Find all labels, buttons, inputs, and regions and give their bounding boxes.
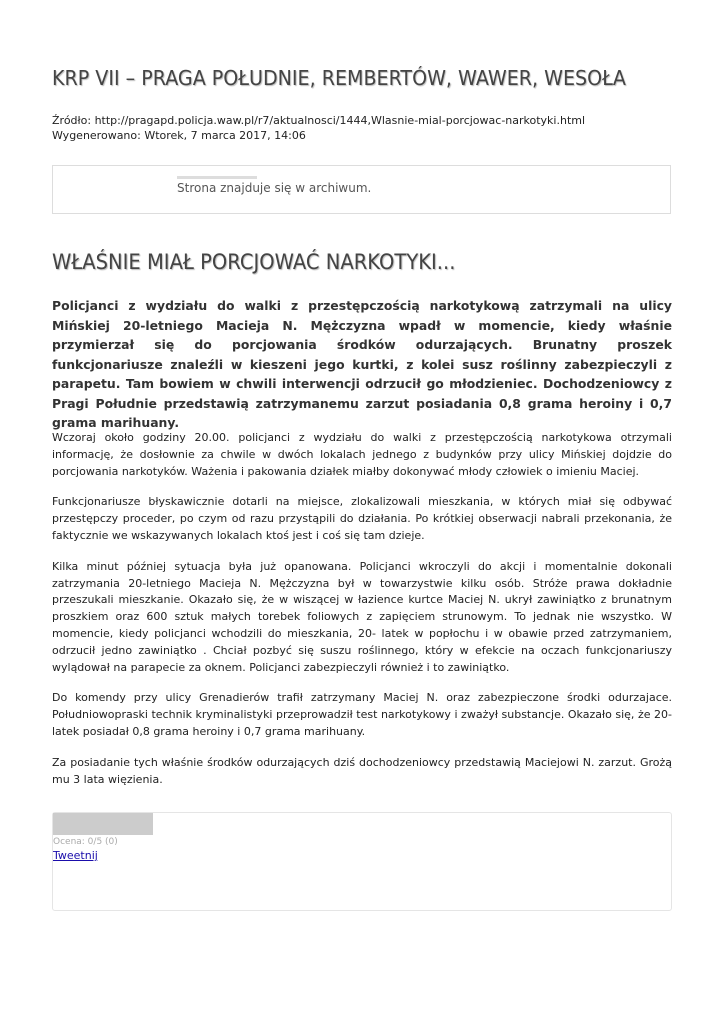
- archive-notice-box: [52, 165, 671, 214]
- article-lead: Policjanci z wydziału do walki z przestępczością narkotykową zatrzymali na ulicy Mińskiej 20-letniego Macieja N. Mężczyzna wpadł w momencie, kiedy właśnie przymierzał się do porcjowania środków odurzających. Brunatny proszek funkcjonariusze znaleźli w kieszeni jego kurtki, z kolei susz roślinny zabezpieczyli z parapetu. Tam bowiem w chwili interwencji odrzucił go młodzieniec. Dochodzeniowcy z Pragi Południe przedstawią zatrzymanemu zarzut posiadania 0,8 grama heroiny i 0,7 grama marihuany.: [52, 298, 672, 430]
- tweet-link[interactable]: Tweetnij: [53, 849, 98, 862]
- article-paragraph: Funkcjonariusze błyskawicznie dotarli na miejsce, zlokalizowali mieszkania, w których miał się odbywać przestępczy proceder, po czym od razu przystąpili do działania. Po krótkiej obserwacji nabrali przekonania, że faktycznie we wskazywanych lokalach ktoś jest i coś się tam dzieje.: [52, 495, 672, 542]
- source-url-line: Źródło: http://pragapd.policja.waw.pl/r7/aktualnosci/1444,Wlasnie-mial-porcjowac-narkotyki.html: [52, 114, 586, 127]
- rating-text: Ocena: 0/5 (0): [53, 837, 118, 847]
- article-paragraph: Do komendy przy ulicy Grenadierów trafił zatrzymany Maciej N. oraz zabezpieczone środki odurzajace. Południowopraski technik kryminalistyki przeprowadził test narkotykowy i zważył substancje. Okazało się, że 20- latek posiadał 0,8 grama heroiny i 0,7 grama marihuany.: [52, 691, 672, 738]
- article-body: [52, 430, 672, 802]
- document-meta: [52, 113, 672, 143]
- archive-divider: [177, 176, 257, 179]
- generated-date-line: Wygenerowano: Wtorek, 7 marca 2017, 14:06: [52, 129, 306, 142]
- article-title: WŁAŚNIE MIAŁ PORCJOWAĆ NARKOTYKI...: [52, 250, 456, 274]
- rating-stars-placeholder: [53, 813, 153, 835]
- archive-notice-text: Strona znajduje się w archiwum.: [177, 181, 372, 195]
- article-paragraph: Wczoraj około godziny 20.00. policjanci z wydziału do walki z przestępczością narkotykowa otrzymali informację, że dosłownie za chwile w dwóch lokalach jednego z budynków przy ulicy Mińskiej dojdzie do porcjowania narkotyków. Ważenia i pakowania działek miałby dokonywać młody człowiek o imieniu Maciej.: [52, 431, 672, 478]
- rating-box: [52, 812, 672, 911]
- article-paragraph: Kilka minut później sytuacja była już opanowana. Policjanci wkroczyli do akcji i momentalnie dokonali zatrzymania 20-letniego Macieja N. Mężczyzna był w towarzystwie kilku osób. Stróże prawa dokładnie przeszukali mieszkanie. Okazało się, że w wiszącej w łazience kurtce Maciej N. ukrył zawiniątko z brunatnym proszkiem oraz 600 sztuk małych torebek foliowych z zapięciem strunowym. To jednak nie wszystko. W momencie, kiedy policjanci wchodzili do mieszkania, 20- latek w popłochu i w obawie przed zatrzymaniem, odrzucił jedno zawiniątko . Chciał pozbyć się suszu roślinnego, który w efekcie na oczach funkcjonariuszy wylądował na parapecie za oknem. Policjanci zabezpieczyli również i to zawiniątko.: [52, 559, 672, 674]
- article-paragraph: Za posiadanie tych właśnie środków odurzających dziś dochodzeniowcy przedstawią Maciejowi N. zarzut. Grożą mu 3 lata więzienia.: [52, 755, 672, 786]
- site-header-title: KRP VII – PRAGA POŁUDNIE, REMBERTÓW, WAWER, WESOŁA: [52, 66, 626, 90]
